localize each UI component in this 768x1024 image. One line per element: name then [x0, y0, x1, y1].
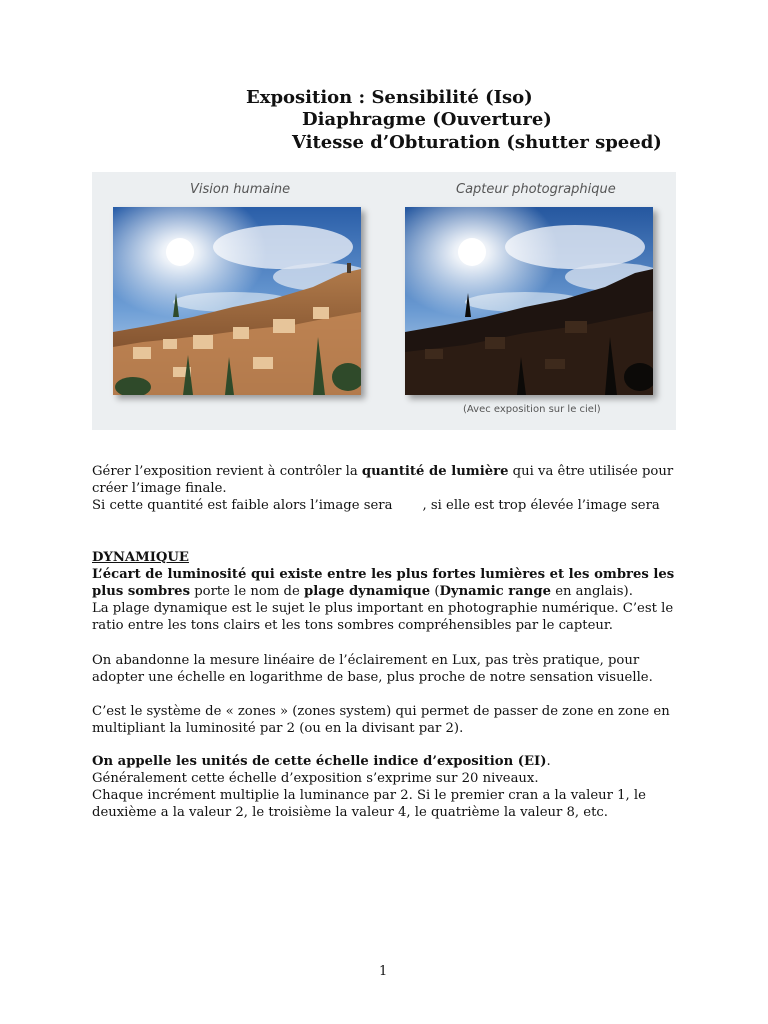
dynamique-text: porte le nom de	[190, 584, 304, 599]
title-line-1: Exposition : Sensibilité (Iso)	[246, 87, 533, 108]
dynamique-emphasis: Dynamic range	[439, 584, 551, 599]
photo-sensor	[405, 207, 653, 395]
intro-line-3	[92, 497, 672, 514]
intro-paragraph	[92, 463, 672, 514]
ei-line-2: Généralement cette échelle d’exposition s’exprime sur 20 niveaux.	[92, 771, 539, 786]
left-caption: Vision humaine	[190, 182, 291, 197]
zones-line-1: C’est le système de « zones » (zones system) qui permet de passer de zone en zone en	[92, 704, 670, 719]
dynamique-line-4: ratio entre les tons clairs et les tons sombres compréhensibles par le capteur.	[92, 618, 613, 633]
village-photo-dark	[405, 207, 653, 395]
lux-paragraph	[92, 652, 672, 686]
intro-line-1	[92, 463, 672, 480]
ei-paragraph	[92, 753, 672, 821]
ei-line-1	[92, 753, 672, 770]
dynamique-emphasis: plage dynamique	[303, 584, 431, 599]
ei-emphasis: On appelle les unités de cette échelle indice d’exposition (EI)	[92, 754, 547, 769]
right-caption: Capteur photographique	[456, 182, 616, 197]
photo-human-vision	[113, 207, 361, 395]
ei-line-4: deuxième a la valeur 2, le troisième la valeur 4, le quatrième la valeur 8, etc.	[92, 805, 608, 820]
dynamique-line-1: L’écart de luminosité qui existe entre les plus fortes lumières et les ombres les	[92, 567, 675, 582]
dynamique-emphasis: plus sombres	[92, 584, 190, 599]
section-heading: DYNAMIQUE	[92, 550, 189, 565]
page-number: 1	[379, 964, 388, 979]
intro-text: , si elle est trop élevée l’image sera	[422, 498, 660, 513]
intro-emphasis: quantité de lumière	[361, 464, 509, 479]
dynamique-line-2	[92, 583, 672, 600]
lux-line-2: adopter une échelle en logarithme de base, plus proche de notre sensation visuelle.	[92, 670, 653, 685]
village-photo-bright	[113, 207, 361, 395]
intro-text: Si cette quantité est faible alors l’image sera	[92, 498, 393, 513]
ei-line-3: Chaque incrément multiplie la luminance par 2. Si le premier cran a la valeur 1, le	[92, 788, 646, 803]
ei-text: .	[546, 754, 551, 769]
figure-note: (Avec exposition sur le ciel)	[463, 404, 601, 415]
dynamique-text: en anglais).	[551, 584, 633, 599]
title-line-2: Diaphragme (Ouverture)	[302, 109, 552, 130]
intro-line-2: créer l’image finale.	[92, 481, 227, 496]
exposure-comparison-figure	[92, 172, 676, 430]
title-line-3: Vitesse d’Obturation (shutter speed)	[292, 132, 662, 153]
intro-text: Gérer l’exposition revient à contrôler la	[92, 464, 362, 479]
dynamique-line-3: La plage dynamique est le sujet le plus important en photographie numérique. C’est le	[92, 601, 674, 616]
lux-line-1: On abandonne la mesure linéaire de l’éclairement en Lux, pas très pratique, pour	[92, 653, 640, 668]
dynamique-text: (	[430, 584, 440, 599]
dynamique-section	[92, 549, 675, 634]
zones-line-2: multipliant la luminosité par 2 (ou en la divisant par 2).	[92, 721, 464, 736]
zones-paragraph	[92, 703, 672, 737]
intro-text: qui va être utilisée pour	[508, 464, 674, 479]
